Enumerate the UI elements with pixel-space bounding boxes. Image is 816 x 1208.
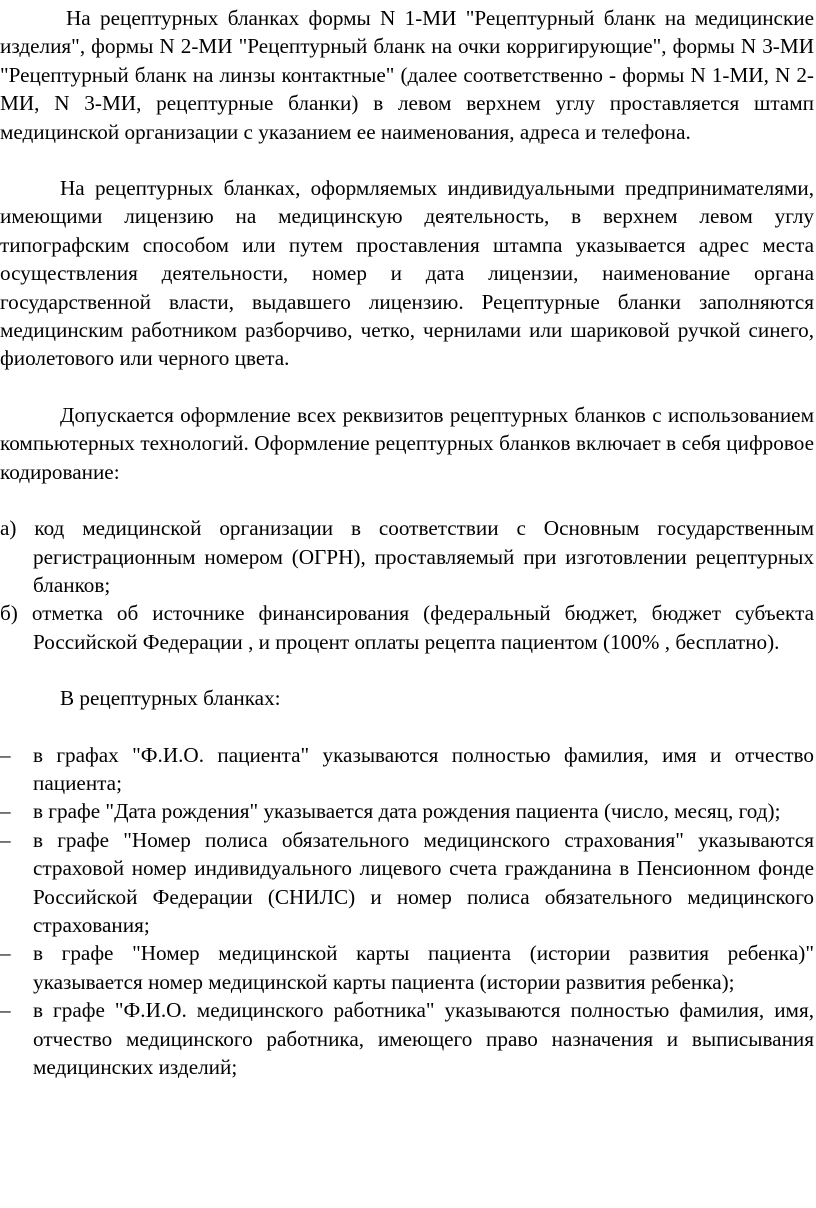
list-marker: б) (0, 601, 18, 626)
list-item-text: в графе "Номер полиса обязательного медицинского страхования" указываются страховой номер индивидуального лицевого счета гражданина в Пенсионном фонде Российской Федерации (СНИЛС) и номер полиса обязательного медицинского страхования; (33, 827, 814, 937)
paragraph-individual-entrepreneurs: На рецептурных бланках, оформляемых индивидуальными предпринимателями, имеющими лицензию на медицинскую деятельность, в верхнем левом углу типографским способом или путем проставления штампа указывается адрес места осуществления деятельности, номер и дата лицензии, наименование органа государственной власти, выдавшего лицензию. Рецептурные бланки заполняются медицинским работником разборчиво, четко, чернилами или шариковой ручкой синего, фиолетового или черного цвета. (0, 176, 814, 371)
list-item-text: код медицинской организации в соответствии с Основным государственным регистрационным номером (ОГРН), проставляемый при изготовлении рецептурных бланков; (33, 516, 814, 597)
list-item-text: в графах "Ф.И.О. пациента" указываются полностью фамилия, имя и отчество пациента; (33, 742, 814, 795)
fields-list (0, 741, 814, 1082)
paragraph-in-blanks: В рецептурных бланках: (60, 686, 281, 711)
dash-marker: – (0, 998, 11, 1023)
list-item (0, 996, 814, 1081)
list-item-text: в графе "Ф.И.О. медицинского работника" указываются полностью фамилия, имя, отчество медицинского работника, имеющего право назначения и выписывания медицинских изделий; (33, 998, 814, 1079)
dash-marker: – (0, 827, 11, 852)
dash-marker: – (0, 742, 11, 767)
paragraph-gap (0, 486, 814, 514)
dash-marker: – (0, 941, 11, 966)
list-item-text: в графе "Номер медицинской карты пациента (истории развития ребенка)" указывается номер медицинской карты пациента (истории развития ребенка); (33, 941, 814, 994)
paragraph-gap (0, 713, 814, 741)
list-marker: а) (0, 516, 17, 541)
list-item (0, 599, 814, 656)
list-item-text: в графе "Дата рождения" указывается дата рождения пациента (число, месяц, год); (33, 799, 781, 824)
dash-marker: – (0, 799, 11, 824)
paragraph-gap (0, 146, 814, 174)
list-item-text: отметка об источнике финансирования (федеральный бюджет, бюджет субъекта Российской Федерации , и процент оплаты рецепта пациентом (100% , бесплатно). (31, 601, 814, 654)
paragraph-gap (0, 656, 814, 684)
paragraph-gap (0, 373, 814, 401)
list-item (0, 741, 814, 798)
list-item (0, 797, 814, 825)
paragraph-computer-technologies: Допускается оформление всех реквизитов рецептурных бланков с использованием компьютерных технологий. Оформление рецептурных бланков включает в себя цифровое кодирование: (0, 402, 814, 484)
list-item (0, 826, 814, 940)
paragraph-form-stamp: На рецептурных бланках формы N 1-МИ "Рецептурный бланк на медицинские изделия", формы N 2-МИ "Рецептурный бланк на очки корригирующие", формы N 3-МИ "Рецептурный бланк на линзы контактные" (далее соответственно - формы N 1-МИ, N 2-МИ, N 3-МИ, рецептурные бланки) в левом верхнем углу проставляется штамп медицинской организации с указанием ее наименования, адреса и телефона. (0, 6, 814, 144)
list-item (0, 514, 814, 599)
list-item (0, 939, 814, 996)
coding-list (0, 514, 814, 656)
